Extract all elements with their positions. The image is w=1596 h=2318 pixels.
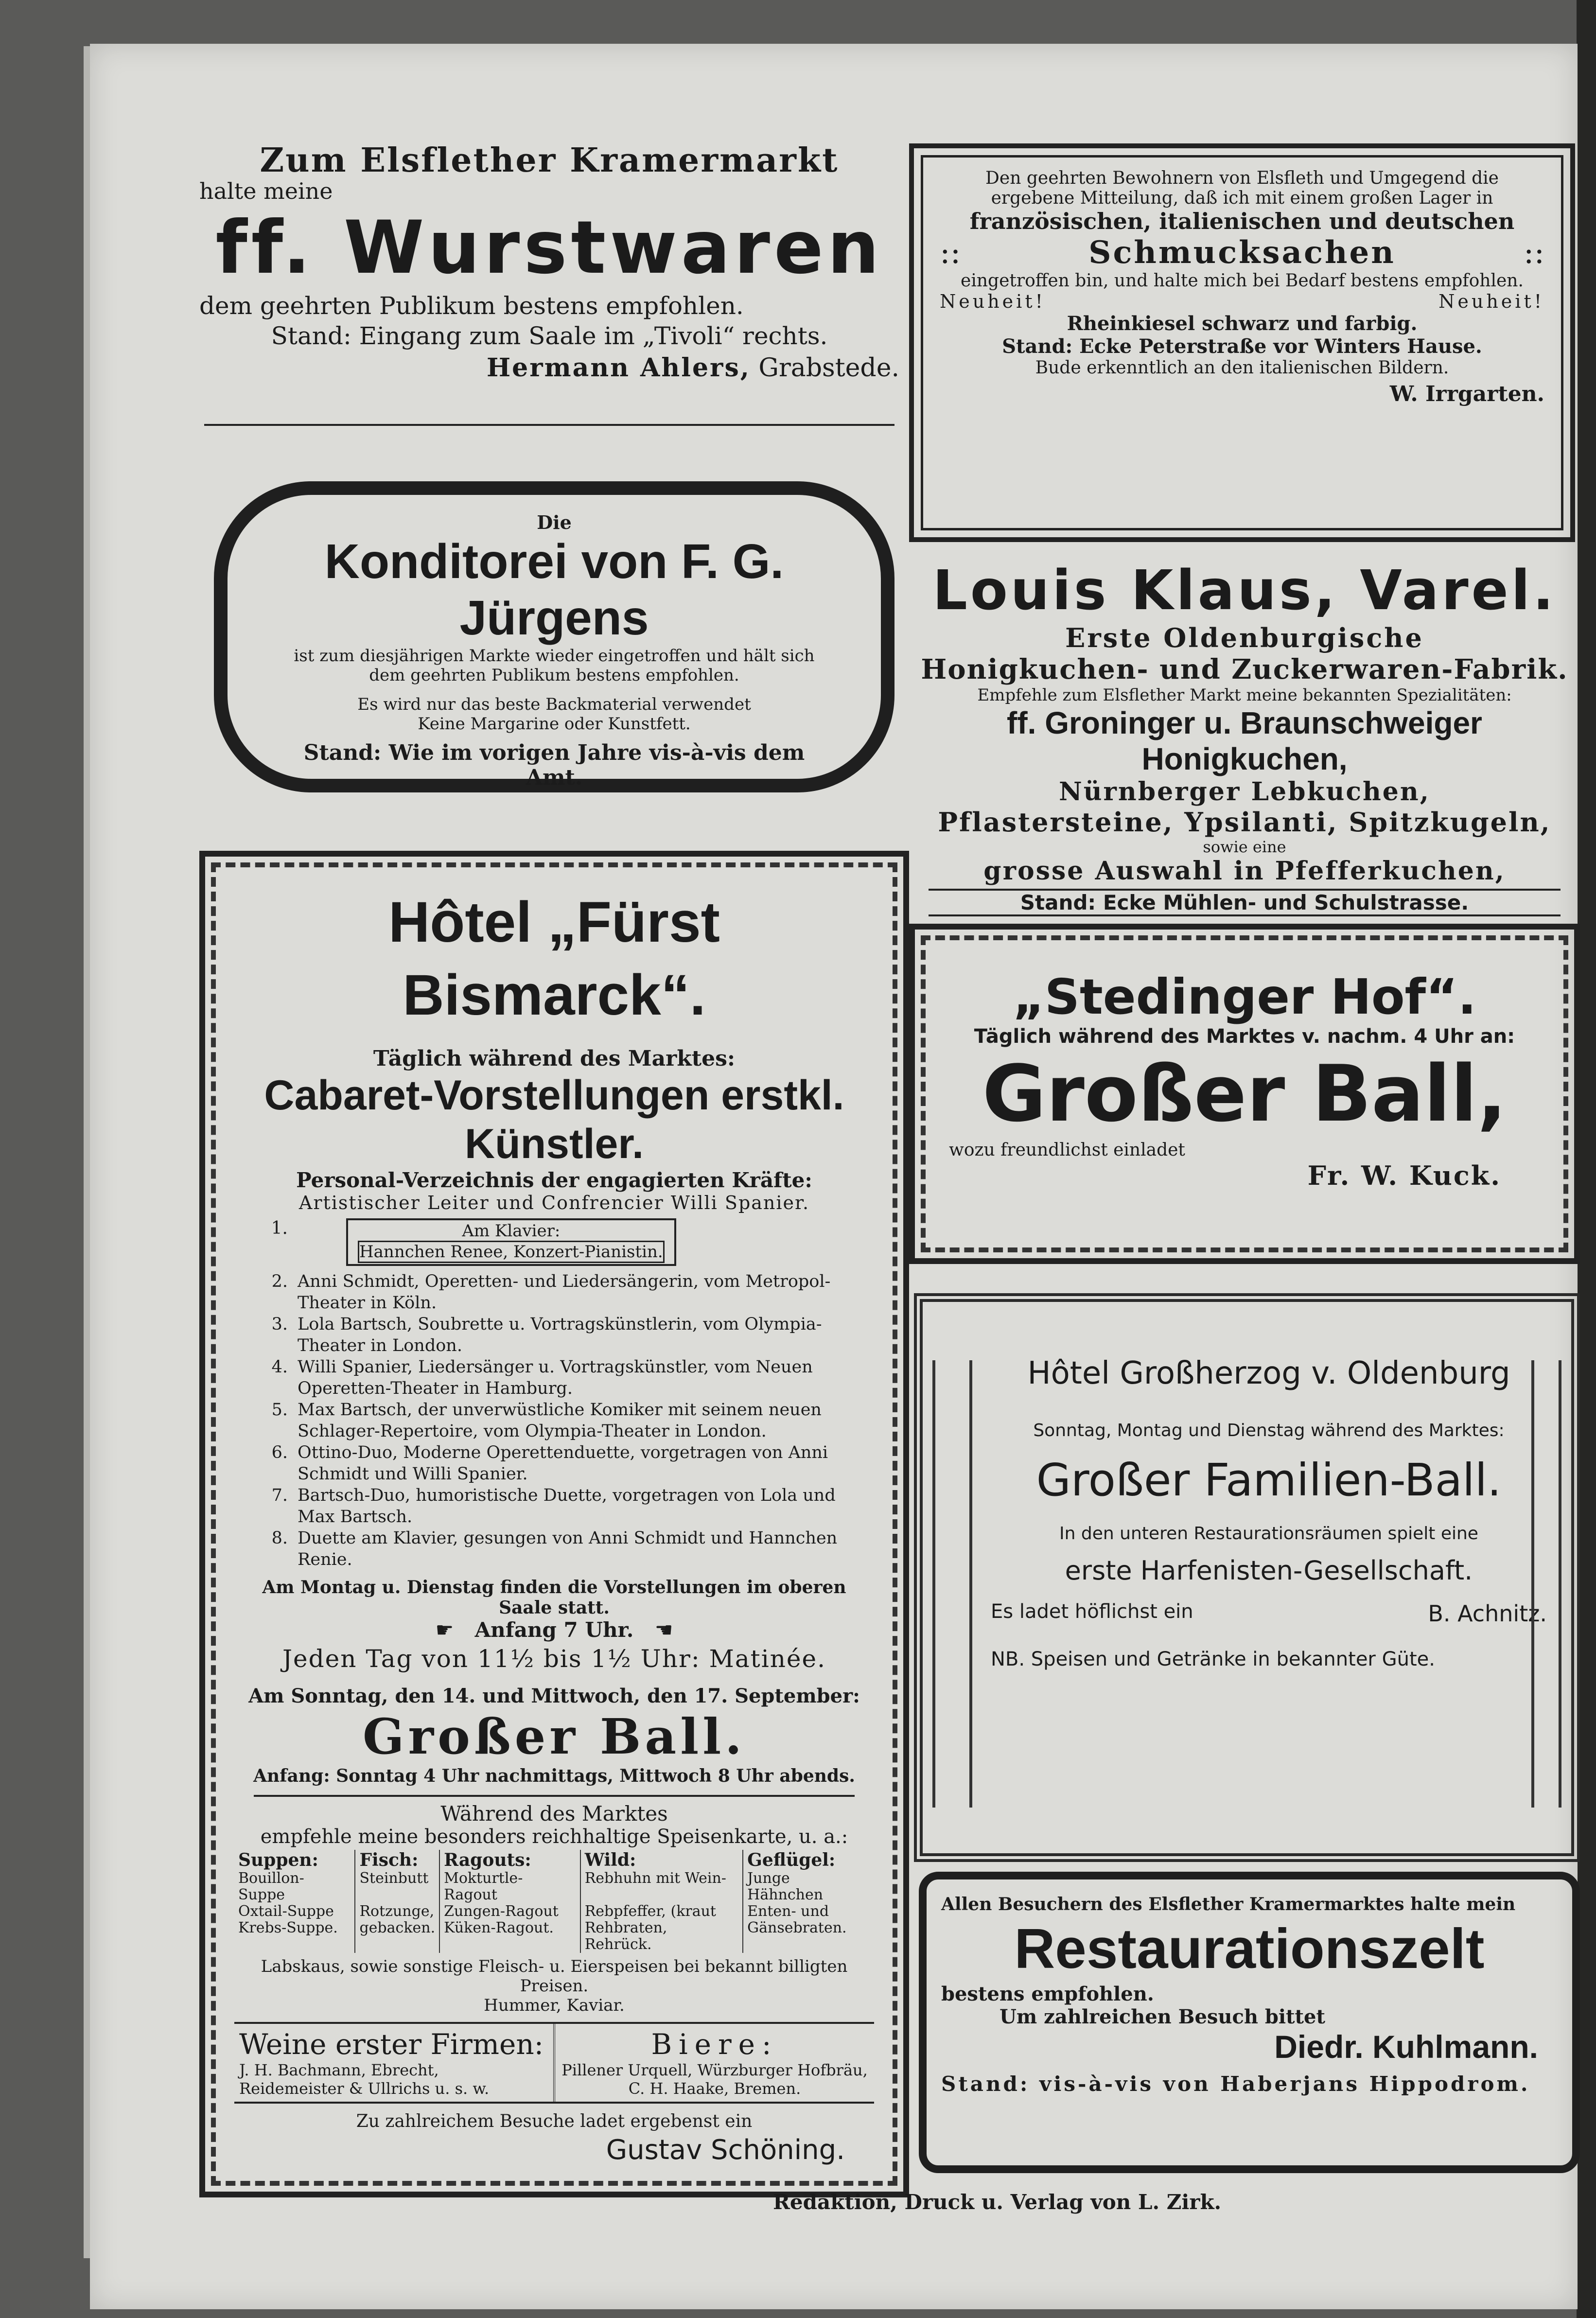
ad-bismarck-l6: Anfang 7 Uhr. [474, 1618, 634, 1642]
ad-bismarck-l10: Während des Marktes [440, 1802, 668, 1826]
artist-text: Bartsch-Duo, humoristische Duette, vorgetragen von Lola und Max Bartsch. [298, 1486, 836, 1527]
ad-konditorei-title: Konditorei von F. G. Jürgens [324, 534, 784, 645]
ad-bismarck-l3: Personal-Verzeichnis der engagierten Kräfte: [296, 1168, 812, 1192]
menu-row [234, 1903, 874, 1920]
ad-bismarck-l1: Täglich während des Marktes: [373, 1046, 736, 1071]
footer-imprint: Redaktion, Druck u. Verlag von L. Zirk. [773, 2190, 1222, 2214]
ad-wurst-line1: halte meine [199, 178, 333, 204]
separator-dots: :: [940, 234, 961, 271]
ad-konditorei-l1: ist zum diesjährigen Markte wieder eingetroffen und hält sich [294, 646, 815, 666]
ad-kuhlmann-name: Diedr. Kuhlmann. [1274, 2029, 1538, 2065]
ad-schmuck-name: W. Irrgarten. [1389, 382, 1544, 406]
ad-louis-klaus [909, 559, 1580, 919]
ad-restaurationszelt [919, 1872, 1580, 2173]
pointing-hand-right-icon: ☛ [435, 1618, 454, 1642]
ad-wurst-place: Grabstede. [758, 353, 899, 383]
ad-schmuck-l5: Rheinkiesel schwarz und farbig. [1067, 312, 1418, 335]
artist-text: Lola Bartsch, Soubrette u. Vortragskünstlerin, vom Olympia-Theater in London. [298, 1315, 822, 1355]
ad-grossherzog-ball: Großer Familien-Ball. [1036, 1454, 1502, 1506]
ad-wurst-product: ff. Wurstwaren [215, 206, 883, 290]
menu-cell: Steinbutt [355, 1870, 439, 1903]
ad-bismarck-ball: Großer Ball. [363, 1708, 746, 1765]
divider [254, 1795, 855, 1797]
menu-cell: Küken-Ragout. [439, 1920, 580, 1953]
artist-number: 4. [271, 1357, 288, 1377]
ad-kuhlmann-l3: Um zahlreichen Besuch bittet [1000, 2005, 1325, 2028]
menu-cell: Gänsebraten. [743, 1920, 874, 1953]
laurel-ornament-left [932, 1360, 972, 1808]
artist-text: Max Bartsch, der unverwüstliche Komiker mit seinem neuen Schlager-Repertoire, vom Olympia-Theater in London. [298, 1400, 822, 1441]
menu-cell: Enten- und [743, 1903, 874, 1920]
beer-line-1: Pillener Urquell, Würzburger Hofbräu, [561, 2061, 868, 2079]
ad-konditorei-l3: Es wird nur das beste Backmaterial verwendet [357, 695, 751, 714]
ad-wurst-line2: dem geehrten Publikum bestens empfohlen. [199, 292, 744, 320]
artist-text: Anni Schmidt, Operetten- und Liedersängerin, vom Metropol-Theater in Köln. [298, 1272, 831, 1313]
menu-cell: Junge Hähnchen [743, 1870, 874, 1903]
ad-klaus-title: Louis Klaus, Varel. [932, 559, 1557, 622]
ad-grossherzog-l1: Sonntag, Montag und Dienstag während des Marktes: [1033, 1421, 1505, 1440]
menu-cell: Mokturtle-Ragout [439, 1870, 580, 1903]
klavier-box [346, 1218, 676, 1266]
menu-header: Suppen: [238, 1850, 318, 1870]
menu-cell: Oxtail-Suppe [238, 1903, 334, 1920]
artist-number: 1. [271, 1218, 288, 1238]
ad-schmucksachen [909, 143, 1575, 542]
artist-number: 3. [271, 1315, 288, 1334]
artist-number: 7. [271, 1486, 288, 1505]
ad-konditorei-l2: dem geehrten Publikum bestens empfohlen. [369, 666, 739, 685]
beer-line-2: C. H. Haake, Bremen. [628, 2079, 801, 2098]
ad-klaus-l1: Empfehle zum Elsflether Markt meine bekannten Spezialitäten: [977, 685, 1512, 705]
ad-stedinger-title: „Stedinger Hof“. [1013, 968, 1476, 1025]
ad-bismarck-l9: Anfang: Sonntag 4 Uhr nachmittags, Mittwoch 8 Uhr abends. [253, 1766, 855, 1786]
menu-table [234, 1850, 874, 1953]
menu-header: Ragouts: [439, 1850, 580, 1870]
ad-schmuck-title-row [940, 234, 1544, 271]
menu-cell: Rebpfeffer, (kraut [580, 1903, 743, 1920]
ad-hotel-grossherzog [914, 1293, 1580, 1862]
menu-cell: Zungen-Ragout [439, 1903, 580, 1920]
ad-grossherzog-sign-row [991, 1600, 1547, 1627]
ad-kuhlmann-title: Restaurationszelt [1014, 1917, 1485, 1980]
wine-line-1: J. H. Bachmann, Ebrecht, [239, 2061, 439, 2079]
artist-number: 6. [271, 1443, 288, 1462]
menu-header-row [234, 1850, 874, 1870]
ad-schmuck-neu-left: Neuheit! [940, 291, 1046, 312]
artist-number: 8. [271, 1528, 288, 1548]
ad-bismarck-start-row [234, 1618, 874, 1642]
artist-row [234, 1271, 874, 1314]
klavier-name: Hannchen Renee, Konzert-Pianistin. [358, 1241, 665, 1263]
menu-cell: Rehbraten, Rehrück. [580, 1920, 743, 1953]
ad-klaus-l6: grosse Auswahl in Pfefferkuchen, [983, 856, 1506, 886]
ad-klaus-l5: sowie eine [1203, 838, 1286, 856]
ad-schmuck-l4: eingetroffen bin, und halte mich bei Bedarf bestens empfohlen. [961, 271, 1524, 291]
ad-bismarck-l4: Artistischer Leiter und Confrencier Willi Spanier. [298, 1192, 810, 1213]
menu-header: Fisch: [355, 1850, 439, 1870]
ad-bismarck-l13: Hummer, Kaviar. [484, 1996, 625, 2015]
ad-schmuck-l6: Stand: Ecke Peterstraße vor Winters Hause. [1002, 335, 1482, 358]
ad-klaus-l4: Pflastersteine, Ypsilanti, Spitzkugeln, [938, 807, 1551, 838]
ad-stedinger-name: Fr. W. Kuck. [1307, 1160, 1501, 1191]
menu-cell: gebacken. [355, 1920, 439, 1953]
beer-title: Biere: [651, 2028, 778, 2061]
ad-bismarck-l14: Zu zahlreichem Besuche ladet ergebenst ein [356, 2111, 753, 2131]
ad-wurst-name: Hermann Ahlers, [487, 353, 751, 383]
ad-klaus-l2: ff. Groninger u. Braunschweiger Honigkuchen, [1007, 705, 1482, 776]
menu-header: Geflügel: [743, 1850, 874, 1870]
ad-hotel-bismarck [199, 851, 909, 2197]
ad-kuhlmann-stand: Stand: vis-à-vis von Haberjans Hippodrom. [941, 2072, 1530, 2096]
ad-klaus-l3: Nürnberger Lebkuchen, [1059, 777, 1430, 807]
ad-bismarck-l2: Cabaret-Vorstellungen erstkl. Künstler. [264, 1072, 844, 1167]
menu-row [234, 1920, 874, 1953]
ad-grossherzog-l4: Es ladet höflichst ein [991, 1600, 1193, 1623]
menu-cell: Bouillon-Suppe [238, 1870, 304, 1903]
laurel-ornament-right [1531, 1360, 1561, 1808]
ad-kuhlmann-l2: bestens empfohlen. [941, 1983, 1154, 2005]
divider [204, 424, 894, 426]
artist-number: 5. [271, 1400, 288, 1420]
beer-column [555, 2024, 874, 2102]
ad-schmuck-l1: Den geehrten Bewohnern von Elsfleth und Umgegend die [985, 168, 1499, 188]
artist-row [234, 1442, 874, 1485]
artist-text: Duette am Klavier, gesungen von Anni Schmidt und Hannchen Renie. [298, 1528, 838, 1569]
ad-konditorei [214, 481, 894, 792]
wine-column [234, 2024, 555, 2102]
artist-row [234, 1314, 874, 1356]
ad-grossherzog-title: Hôtel Großherzog v. Oldenburg [1027, 1355, 1510, 1391]
menu-cell: Rebhuhn mit Wein- [580, 1870, 743, 1903]
ad-wurst-headline: Zum Elsflether Kramermarkt [260, 141, 839, 180]
ad-wurst-sign [199, 353, 899, 383]
artist-text: Ottino-Duo, Moderne Operettenduette, vorgetragen von Anni Schmidt und Willi Spanier. [298, 1443, 828, 1484]
separator-dots: :: [1523, 234, 1544, 271]
ad-schmuck-title: Schmucksachen [1088, 234, 1396, 271]
ad-konditorei-l4: Keine Margarine oder Kunstfett. [418, 714, 691, 734]
ad-bismarck-l11: empfehle meine besonders reichhaltige Speisenkarte, u. a.: [260, 1826, 848, 1848]
ad-grossherzog-name: B. Achnitz. [1428, 1600, 1547, 1627]
artist-row [234, 1528, 874, 1570]
menu-row [234, 1870, 874, 1903]
menu-header: Wild: [580, 1850, 743, 1870]
wine-line-2: Reidemeister & Ullrichs u. s. w. [239, 2079, 490, 2098]
ad-konditorei-die: Die [537, 511, 572, 533]
ad-grossherzog-l2: In den unteren Restaurationsräumen spielt eine [1059, 1524, 1478, 1544]
artist-row [234, 1399, 874, 1442]
artist-list [234, 1271, 874, 1570]
menu-cell: Rotzunge, [355, 1903, 439, 1920]
artist-row-1 [234, 1218, 874, 1266]
artist-text: Willi Spanier, Liedersänger u. Vortragskünstler, vom Neuen Operetten-Theater in Hamburg. [298, 1357, 813, 1398]
ad-schmuck-l7: Bude erkenntlich an den italienischen Bildern. [1035, 358, 1449, 378]
menu-cell: Krebs-Suppe. [238, 1919, 338, 1936]
artist-number: 2. [271, 1272, 288, 1291]
ad-bismarck-name: Gustav Schöning. [606, 2134, 845, 2166]
ad-stedinger-l2: wozu freundlichst einladet [949, 1140, 1185, 1160]
ad-klaus-sub1: Erste Oldenburgische [1065, 622, 1424, 653]
ad-stedinger-hof [909, 924, 1580, 1264]
ad-klaus-stand: Stand: Ecke Mühlen- und Schulstrasse. [929, 889, 1561, 916]
ad-wurst-stand: Stand: Eingang zum Saale im „Tivoli“ rechts. [271, 322, 828, 350]
ad-grossherzog-l5: NB. Speisen und Getränke in bekannter Güte. [991, 1648, 1435, 1670]
ad-schmuck-neu-right: Neuheit! [1438, 291, 1544, 312]
ad-konditorei-stand: Stand: Wie im vorigen Jahre vis-à-vis dem Amt. [303, 740, 805, 790]
ad-schmuck-l2: ergebene Mitteilung, daß ich mit einem großen Lager in [991, 188, 1493, 208]
wine-title: Weine erster Firmen: [239, 2028, 544, 2061]
ad-schmuck-neu-row [940, 291, 1544, 312]
pointing-hand-left-icon: ☚ [654, 1618, 673, 1642]
ad-bismarck-l12: Labskaus, sowie sonstige Fleisch- u. Eierspeisen bei bekannt billigten Preisen. [261, 1957, 848, 1996]
ad-bismarck-title: Hôtel „Fürst Bismarck“. [388, 890, 720, 1027]
ad-wurstwaren [199, 141, 899, 413]
ad-kuhlmann-l1: Allen Besuchern des Elsflether Kramermarktes halte mein [941, 1894, 1516, 1914]
ad-bismarck-l5: Am Montag u. Dienstag finden die Vorstellungen im oberen Saale statt. [262, 1577, 846, 1618]
artist-row [234, 1485, 874, 1528]
drinks-box [234, 2022, 874, 2104]
ad-klaus-sub2: Honigkuchen- und Zuckerwaren-Fabrik. [921, 653, 1568, 685]
ad-grossherzog-l3: erste Harfenisten-Gesellschaft. [1065, 1555, 1473, 1586]
ad-schmuck-l3: französischen, italienischen und deutschen [969, 208, 1515, 234]
ad-schmuck-inner [921, 155, 1563, 530]
ad-stedinger-ball: Großer Ball, [982, 1048, 1507, 1139]
artist-row [234, 1356, 874, 1399]
ad-stedinger-l1: Täglich während des Marktes v. nachm. 4 Uhr an: [974, 1025, 1515, 1048]
ad-bismarck-l8: Am Sonntag, den 14. und Mittwoch, den 17. September: [248, 1685, 860, 1707]
ad-bismarck-l7: Jeden Tag von 11½ bis 1½ Uhr: Matinée. [282, 1645, 826, 1673]
klavier-label: Am Klavier: [462, 1221, 561, 1241]
